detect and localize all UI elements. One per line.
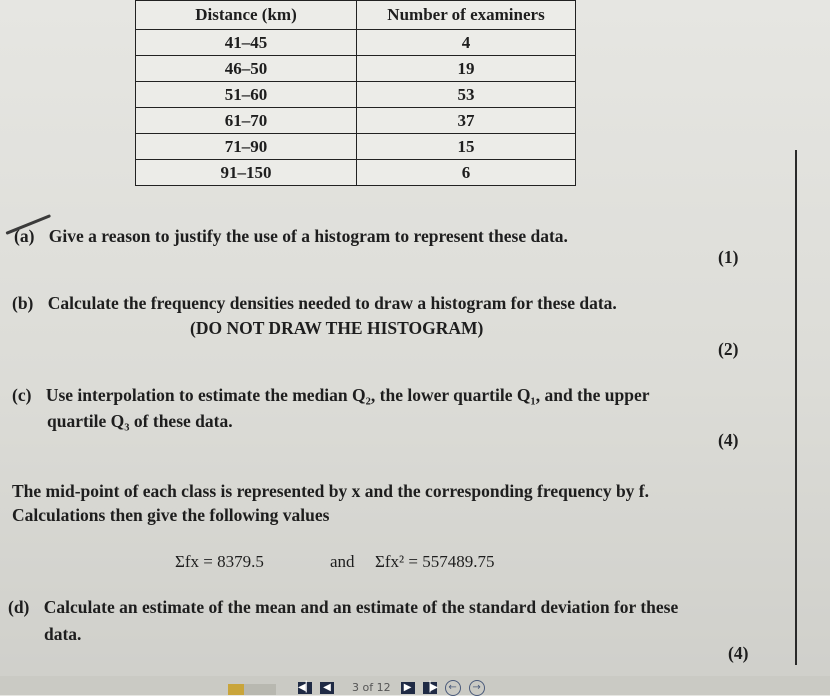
intro-line2: Calculations then give the following values: [12, 505, 330, 525]
page-indicator: 3 of 12: [352, 681, 391, 694]
back-icon[interactable]: ←: [445, 680, 461, 696]
cell-distance: 41–45: [136, 30, 357, 56]
cell-distance: 91–150: [136, 160, 357, 186]
question-b-text: Calculate the frequency densities needed to draw a histogram for these data.: [47, 293, 617, 313]
cell-count: 19: [357, 56, 576, 82]
question-c-label: (c): [12, 385, 32, 405]
table-row: [136, 82, 576, 108]
question-c: [12, 385, 650, 406]
table-row: [136, 108, 576, 134]
table-row: [136, 134, 576, 160]
question-a-text: Give a reason to justify the use of a histogram to represent these data.: [48, 226, 568, 246]
cell-count: 6: [357, 160, 576, 186]
question-b-label: (b): [12, 293, 34, 313]
cell-count: 4: [357, 30, 576, 56]
question-c-line2: quartile Q₃ of these data.: [47, 411, 233, 431]
cell-count: 37: [357, 108, 576, 134]
question-d-line2: data.: [44, 624, 82, 644]
prev-page-icon[interactable]: ◀: [320, 682, 334, 694]
sum-fx: Σfx = 8379.5: [175, 552, 264, 571]
cell-count: 53: [357, 82, 576, 108]
cell-distance: 51–60: [136, 82, 357, 108]
question-a-marks: (1): [718, 247, 739, 267]
question-c-marks: (4): [718, 430, 739, 450]
question-d-label: (d): [8, 597, 30, 617]
question-b-note: (DO NOT DRAW THE HISTOGRAM): [190, 318, 484, 338]
cell-count: 15: [357, 134, 576, 160]
last-page-icon[interactable]: ▕▶: [422, 681, 438, 693]
question-d-marks: (4): [728, 643, 749, 663]
question-c-line1: Use interpolation to estimate the median Q₂, the lower quartile Q₁, and the upper: [45, 385, 650, 405]
next-page-icon[interactable]: ▶: [401, 682, 415, 694]
cell-distance: 61–70: [136, 108, 357, 134]
question-a: [14, 226, 568, 247]
table-row: [136, 30, 576, 56]
question-a-label: (a): [14, 226, 35, 246]
table-row: [136, 160, 576, 186]
table-row: [136, 56, 576, 82]
forward-icon[interactable]: →: [469, 680, 485, 696]
cell-distance: 46–50: [136, 56, 357, 82]
sum-and: and: [330, 552, 355, 571]
intro-line1: The mid-point of each class is represented by x and the corresponding frequency by f.: [12, 481, 649, 501]
table-header-row: [136, 1, 576, 30]
thumbnail-icon[interactable]: [228, 684, 276, 695]
page-navigation: [298, 680, 493, 695]
first-page-icon[interactable]: ◀▏: [298, 681, 314, 693]
margin-line: [795, 150, 797, 665]
sum-fx2: Σfx² = 557489.75: [375, 552, 495, 571]
header-examiners: Number of examiners: [357, 1, 576, 30]
header-distance: Distance (km): [136, 1, 357, 30]
question-d: [8, 597, 678, 618]
question-b: [12, 293, 617, 314]
question-d-line1: Calculate an estimate of the mean and an estimate of the standard deviation for these: [43, 597, 679, 617]
question-b-marks: (2): [718, 339, 739, 359]
cell-distance: 71–90: [136, 134, 357, 160]
distance-table: [135, 0, 576, 186]
